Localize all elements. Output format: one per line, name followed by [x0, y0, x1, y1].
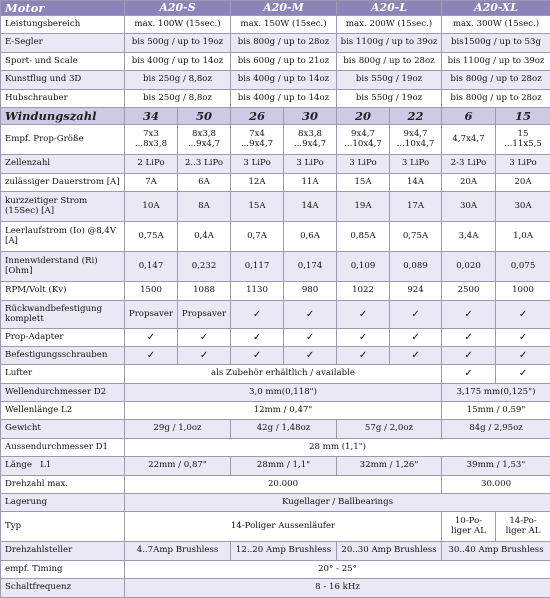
row-label: Hubschrauber [1, 90, 125, 108]
check-icon: ✓ [125, 329, 178, 347]
table-cell: 0,020 [442, 252, 496, 282]
model-a20-xl: A20-XL [442, 1, 550, 16]
check-icon: ✓ [337, 347, 390, 365]
table-cell: 1130 [231, 282, 284, 301]
table-cell: 1,0A [496, 222, 550, 252]
row-label: kurzzeitiger Strom (15Sec) [A] [1, 192, 125, 222]
table-cell: 0,75A [390, 222, 442, 252]
table-cell: 9x4,7 ...10x4,7 [390, 125, 442, 155]
table-cell: 12mm / 0,47" [125, 402, 442, 420]
check-icon: ✓ [442, 329, 496, 347]
table-cell: 29g / 1,0oz [125, 420, 231, 439]
table-cell: 3 LiPo [231, 155, 284, 174]
row-kurzzeitstrom [1, 192, 550, 222]
table-cell: Propsaver [125, 301, 178, 329]
table-cell: 15A [231, 192, 284, 222]
table-cell: 1500 [125, 282, 178, 301]
table-cell: 32mm / 1,26" [337, 457, 442, 476]
table-cell: bis 800g / up to 28oz [442, 90, 550, 108]
row-label: Windungszahl [1, 108, 125, 125]
row-label: empf. Timing [1, 561, 125, 579]
table-cell: 22 [390, 108, 442, 125]
table-cell: max. 150W (15sec.) [231, 16, 337, 34]
table-cell: bis 500g / up to 19oz [125, 34, 231, 53]
row-label: Kunstflug und 3D [1, 71, 125, 90]
table-cell: 8x3,8 ...9x4,7 [284, 125, 337, 155]
row-rueckwand [1, 301, 550, 329]
row-befestigungsschrauben [1, 347, 550, 365]
table-cell: 0,109 [337, 252, 390, 282]
table-cell: 8A [178, 192, 231, 222]
table-cell: 7x4 ...9x4,7 [231, 125, 284, 155]
table-cell: 15 ...11x5,5 [496, 125, 550, 155]
row-windungszahl [1, 108, 550, 125]
table-cell: 10A [125, 192, 178, 222]
table-cell: 1022 [337, 282, 390, 301]
check-icon: ✓ [442, 365, 496, 384]
row-timing [1, 561, 550, 579]
table-cell: 57g / 2,0oz [337, 420, 442, 439]
row-prop-adapter [1, 329, 550, 347]
row-label: Typ [1, 512, 125, 542]
row-label: zulässiger Dauerstrom [A] [1, 174, 125, 192]
table-cell: 0,089 [390, 252, 442, 282]
check-icon: ✓ [231, 301, 284, 329]
table-cell: bis 400g / up to 14oz [231, 71, 337, 90]
table-cell: 30A [496, 192, 550, 222]
table-cell: 14-Poliger Aussenläufer [125, 512, 442, 542]
row-label: Prop-Adapter [1, 329, 125, 347]
row-aussendurchmesser [1, 439, 550, 457]
row-label: Sport- und Scale [1, 53, 125, 71]
table-cell: 12..20 Amp Brushless [231, 542, 337, 561]
table-cell: 7x3 ...8x3,8 [125, 125, 178, 155]
row-label: Aussendurchmesser D1 [1, 439, 125, 457]
table-cell: 3,4A [442, 222, 496, 252]
table-cell: bis 800g / up to 28oz [231, 34, 337, 53]
check-icon: ✓ [125, 347, 178, 365]
row-label: E-Segler [1, 34, 125, 53]
table-cell: 15mm / 0,59" [442, 402, 550, 420]
row-rpm-volt [1, 282, 550, 301]
table-cell: Kugellager / Ballbearings [125, 494, 550, 512]
check-icon: ✓ [337, 301, 390, 329]
check-icon: ✓ [496, 365, 550, 384]
table-cell: max. 300W (15sec.) [442, 16, 550, 34]
table-cell: 6 [442, 108, 496, 125]
table-cell: 20A [442, 174, 496, 192]
table-cell: 2 LiPo [125, 155, 178, 174]
table-cell: als Zubehör erhältlich / available [125, 365, 442, 384]
table-cell: bis 250g / 8,8oz [125, 90, 231, 108]
row-label: Rückwandbefestigung komplett [1, 301, 125, 329]
table-cell: 0,7A [231, 222, 284, 252]
row-wellendurchmesser [1, 384, 550, 402]
table-cell: bis 800g / up to 28oz [442, 71, 550, 90]
row-dauerstrom [1, 174, 550, 192]
row-label: Empf. Prop-Größe [1, 125, 125, 155]
table-cell: bis 550g / 19oz [337, 90, 442, 108]
check-icon: ✓ [178, 329, 231, 347]
table-cell: 7A [125, 174, 178, 192]
table-cell: 2..3 LiPo [178, 155, 231, 174]
row-label: Drehzahlsteller [1, 542, 125, 561]
table-cell: 14A [284, 192, 337, 222]
table-cell: 924 [390, 282, 442, 301]
table-cell: 34 [125, 108, 178, 125]
table-cell: bis 250g / 8,8oz [125, 71, 231, 90]
check-icon: ✓ [496, 347, 550, 365]
table-cell: 3,175 mm(0,125") [442, 384, 550, 402]
check-icon: ✓ [178, 347, 231, 365]
table-cell: 0,174 [284, 252, 337, 282]
check-icon: ✓ [231, 347, 284, 365]
table-cell: 19A [337, 192, 390, 222]
row-prop-groesse [1, 125, 550, 155]
row-kunstflug [1, 71, 550, 90]
row-innenwiderstand [1, 252, 550, 282]
check-icon: ✓ [284, 329, 337, 347]
table-cell: 0,6A [284, 222, 337, 252]
model-a20-l: A20-L [337, 1, 442, 16]
table-cell: max. 100W (15sec.) [125, 16, 231, 34]
check-icon: ✓ [390, 329, 442, 347]
table-cell: 3 LiPo [390, 155, 442, 174]
table-cell: Propsaver [178, 301, 231, 329]
model-a20-m: A20-M [231, 1, 337, 16]
table-cell: bis1500g / up to 53g [442, 34, 550, 53]
table-cell: 980 [284, 282, 337, 301]
table-cell: bis 1100g / up to 39oz [442, 53, 550, 71]
table-cell: 15A [337, 174, 390, 192]
table-cell: 2500 [442, 282, 496, 301]
row-label: Gewicht [1, 420, 125, 439]
row-drehzahlsteller [1, 542, 550, 561]
row-drehzahl [1, 476, 550, 494]
check-icon: ✓ [390, 347, 442, 365]
row-laenge [1, 457, 550, 476]
row-label: RPM/Volt (Kv) [1, 282, 125, 301]
table-cell: 42g / 1,48oz [231, 420, 337, 439]
check-icon: ✓ [337, 329, 390, 347]
table-cell: 30 [284, 108, 337, 125]
row-label: Länge L1 [1, 457, 125, 476]
row-label: Zellenzahl [1, 155, 125, 174]
table-cell: max. 200W (15sec.) [337, 16, 442, 34]
row-schaltfrequenz [1, 579, 550, 598]
table-cell: bis 600g / up to 21oz [231, 53, 337, 71]
row-label: Schaltfrequenz [1, 579, 125, 598]
table-cell: 3 LiPo [496, 155, 550, 174]
row-label: Leistungsbereich [1, 16, 125, 34]
check-icon: ✓ [390, 301, 442, 329]
table-cell: 3 LiPo [284, 155, 337, 174]
table-cell: 30.000 [442, 476, 550, 494]
table-cell: 0,232 [178, 252, 231, 282]
check-icon: ✓ [442, 347, 496, 365]
row-leistungsbereich [1, 16, 550, 34]
motor-header-label: Motor [1, 1, 125, 16]
row-label: Befestigungsschrauben [1, 347, 125, 365]
table-cell: bis 800g / up to 28oz [337, 53, 442, 71]
row-leerlaufstrom [1, 222, 550, 252]
row-e-segler [1, 34, 550, 53]
table-cell: 39mm / 1,53" [442, 457, 550, 476]
row-label: Innenwiderstand (Ri) [Ohm] [1, 252, 125, 282]
row-label: Wellendurchmesser D2 [1, 384, 125, 402]
table-cell: 4,7x4,7 [442, 125, 496, 155]
table-cell: 28mm / 1,1" [231, 457, 337, 476]
table-cell: 3 LiPo [337, 155, 390, 174]
table-cell: 22mm / 0,87" [125, 457, 231, 476]
model-a20-s: A20-S [125, 1, 231, 16]
row-label: Lufter [1, 365, 125, 384]
table-cell: 0,117 [231, 252, 284, 282]
table-cell: 20..30 Amp Brushless [337, 542, 442, 561]
table-cell: 0,85A [337, 222, 390, 252]
table-cell: bis 1100g / up to 39oz [337, 34, 442, 53]
table-cell: 26 [231, 108, 284, 125]
check-icon: ✓ [231, 329, 284, 347]
table-cell: 0,147 [125, 252, 178, 282]
table-cell: 30A [442, 192, 496, 222]
check-icon: ✓ [284, 347, 337, 365]
check-icon: ✓ [496, 329, 550, 347]
row-zellenzahl [1, 155, 550, 174]
table-cell: 14A [390, 174, 442, 192]
table-cell: 10-Po- liger AL [442, 512, 496, 542]
table-cell: 3,0 mm(0,118") [125, 384, 442, 402]
table-cell: 50 [178, 108, 231, 125]
row-label: Lagerung [1, 494, 125, 512]
check-icon: ✓ [284, 301, 337, 329]
table-cell: 84g / 2,95oz [442, 420, 550, 439]
row-wellenlaenge [1, 402, 550, 420]
table-cell: 17A [390, 192, 442, 222]
table-cell: 8x3,8 ...9x4,7 [178, 125, 231, 155]
table-cell: 11A [284, 174, 337, 192]
table-cell: 20 [337, 108, 390, 125]
check-icon: ✓ [442, 301, 496, 329]
table-cell: 15 [496, 108, 550, 125]
row-sport-scale [1, 53, 550, 71]
table-cell: 9x4,7 ...10x4,7 [337, 125, 390, 155]
table-cell: 8 - 16 kHz [125, 579, 550, 598]
table-cell: 0,075 [496, 252, 550, 282]
table-cell: 0,75A [125, 222, 178, 252]
table-cell: 20A [496, 174, 550, 192]
row-typ [1, 512, 550, 542]
table-cell: 30..40 Amp Brushless [442, 542, 550, 561]
table-cell: 4..7Amp Brushless [125, 542, 231, 561]
header-row [1, 1, 550, 16]
table-cell: 2-3 LiPo [442, 155, 496, 174]
table-cell: 1000 [496, 282, 550, 301]
check-icon: ✓ [496, 301, 550, 329]
table-cell: 6A [178, 174, 231, 192]
table-cell: bis 550g / 19oz [337, 71, 442, 90]
table-cell: 1088 [178, 282, 231, 301]
table-cell: 14-Po- liger AL [496, 512, 550, 542]
table-cell: 20° - 25° [125, 561, 550, 579]
table-cell: 0,4A [178, 222, 231, 252]
row-label: Leerlaufstrom (Io) @8,4V [A] [1, 222, 125, 252]
table-cell: 28 mm (1,1") [125, 439, 550, 457]
row-lagerung [1, 494, 550, 512]
table-cell: bis 400g / up to 14oz [125, 53, 231, 71]
table-cell: 20.000 [125, 476, 442, 494]
row-label: Wellenlänge L2 [1, 402, 125, 420]
row-hubschrauber [1, 90, 550, 108]
row-label: Drehzahl max. [1, 476, 125, 494]
row-gewicht [1, 420, 550, 439]
row-lufter [1, 365, 550, 384]
table-cell: 12A [231, 174, 284, 192]
table-cell: bis 400g / up to 14oz [231, 90, 337, 108]
